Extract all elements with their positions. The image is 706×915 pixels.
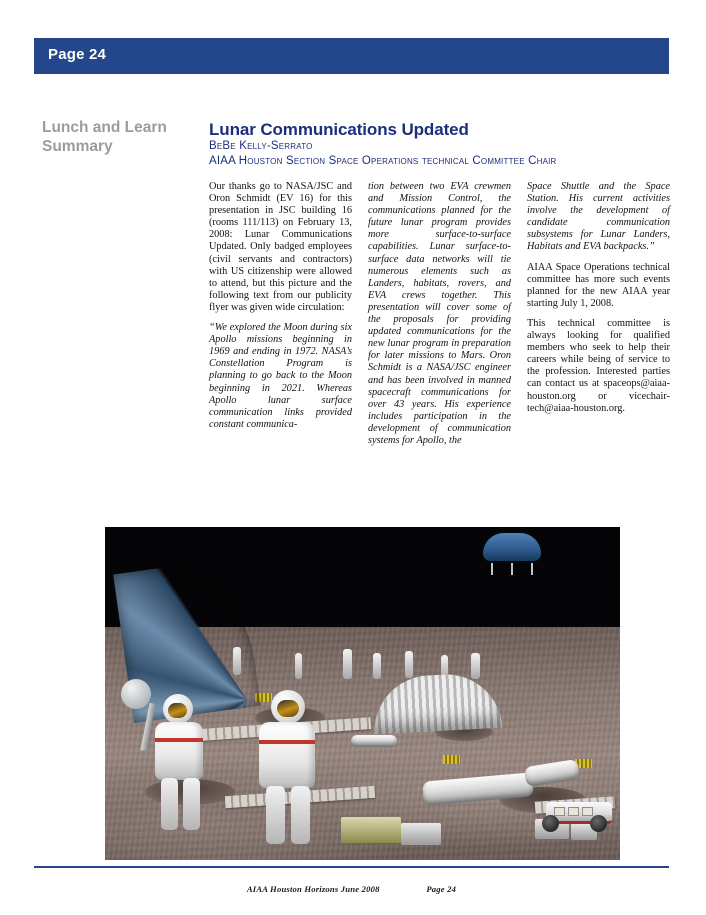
suit-leg — [183, 778, 200, 830]
section-kicker: Lunch and Learn Summary — [42, 119, 167, 155]
lunar-outpost-illustration — [105, 527, 620, 860]
article-column-2 — [368, 181, 511, 506]
storage-tank — [295, 653, 302, 679]
article-author-role: AIAA Houston Section Space Operations technical Committee Chair — [209, 155, 557, 167]
suit-stripe — [155, 738, 203, 742]
page-number-label: Page 24 — [48, 46, 107, 63]
rover-window — [554, 807, 565, 816]
storage-tank — [343, 649, 352, 679]
footer-divider — [34, 866, 669, 868]
solar-array — [443, 755, 460, 764]
pressurized-rover — [536, 802, 614, 832]
article-title: Lunar Communications Updated — [209, 120, 469, 139]
astronaut — [245, 690, 331, 848]
storage-tank — [373, 653, 381, 679]
article-column-1 — [209, 181, 352, 506]
lander-leg — [491, 563, 493, 575]
paragraph: tion between two EVA crewmen and Mission Control, the communications planned for the future lunar program provides more surface-to-surface capabilities. Lunar surface-to-surface data networks will tie numerous elements such as Landers, habitats, rovers, and EVA crews together. This presentation will cover some of the proposals for providing updated communications for the new lunar program in preparation for later missions to Mars. Oron Schmidt is a NASA/JSC engineer and has been involved in manned spacecraft communications for over 43 years. His experience includes participation in the development of communication systems for Apollo, the — [368, 181, 511, 446]
rover-wheel — [542, 815, 559, 832]
footer-publication: AIAA Houston Horizons June 2008 — [246, 884, 380, 894]
footer — [34, 884, 669, 894]
rover-window — [582, 807, 593, 816]
visor — [277, 700, 299, 717]
lunar-lander — [483, 533, 541, 561]
article-column-3 — [527, 181, 670, 506]
paragraph: “We explored the Moon during six Apollo missions beginning in 1969 and ending in 1972. NASA’s Constellation Program is planning to go back to the Moon beginning in 2021. Whereas Apollo lunar surface communication links provided constant communica- — [209, 322, 352, 430]
paragraph: This technical committee is always looking for qualified members who seek to help their careers while being of service to the profession. Interested parties can contact us at spaceops@aiaa-houston.org or vicechair-tech@aiaa-houston.org. — [527, 317, 670, 414]
habitat-cylinder — [351, 735, 397, 747]
suit-torso — [259, 722, 315, 788]
rover-window — [568, 807, 579, 816]
article-author: BeBe Kelly-Serrato — [209, 140, 313, 152]
storage-tank — [471, 653, 480, 679]
astronaut — [147, 694, 219, 834]
rover-wheel — [590, 815, 607, 832]
page-header-banner — [34, 38, 669, 74]
suit-leg — [161, 778, 178, 830]
visor — [168, 703, 187, 718]
suit-leg — [291, 786, 310, 844]
paragraph: Space Shuttle and the Space Station. His current activities involve the development of candidate communication subsystems for Lunar Landers, Habitats and EVA backpacks.” — [527, 181, 670, 253]
paragraph: AIAA Space Operations technical committee has more such events planned for the new AIAA year starting July 1, 2008. — [527, 261, 670, 309]
article-body-columns — [209, 181, 671, 506]
storage-tank — [405, 651, 413, 678]
lander-leg — [511, 563, 513, 575]
suit-leg — [266, 786, 285, 844]
paragraph: Our thanks go to NASA/JSC and Oron Schmidt (EV 16) for this presentation in JSC building 16 (rooms 111/113) on February 13, 2008: Lunar Communications Updated. Only badged employees (civil servants and contractors) with US citizenship were allowed to attend, but this picture and the following text from our publicity flyer was given wide circulation: — [209, 181, 352, 313]
equipment-cluster — [401, 823, 441, 845]
suit-stripe — [259, 740, 315, 744]
lander-leg — [531, 563, 533, 575]
suit-torso — [155, 722, 203, 780]
footer-page-label: Page 24 — [426, 884, 457, 894]
equipment-cluster — [341, 817, 401, 843]
